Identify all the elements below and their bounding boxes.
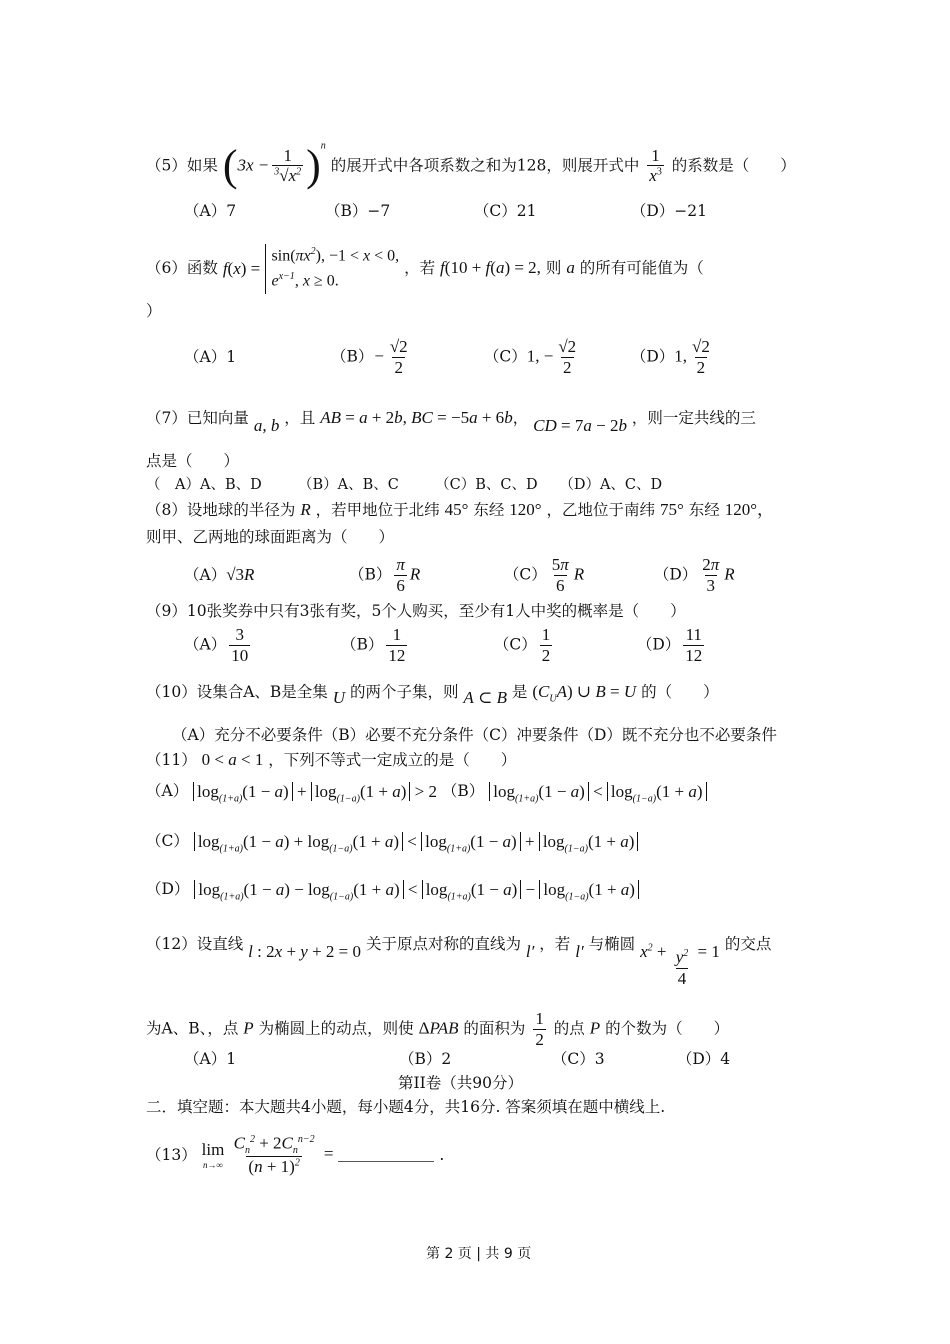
q8-text-a: （8）设地球的半径为	[146, 501, 296, 519]
q6-condition: f(10 + f(a) = 2,	[440, 258, 541, 278]
q11-text-end: ，下列不等式一定成立的是（ ）	[268, 751, 517, 769]
q10-text-mid2: 是	[511, 683, 528, 701]
q7-vectors: a, b	[253, 416, 280, 435]
q9-option-a-label: （A）	[184, 635, 227, 654]
q12-ellipse-eq: $x^2$ + $\frac{y^2}{4}$ = 1	[640, 942, 720, 988]
q5-text-mid: 的展开式中各项系数之和为128，则展开式中	[330, 156, 640, 175]
q12-text-end: 的交点	[724, 935, 772, 953]
q8-option-a-label: （A）	[184, 566, 227, 585]
q11-option-b: $\log_{(1+a)}(1 - a) < \log_{(1-a)}(1 + a)$	[489, 782, 706, 801]
q6-option-c: （C）1, − $\frac{√2}{2}$	[483, 337, 577, 377]
q8-option-d: （D） $\frac{2\pi}{3}$ R	[653, 555, 735, 595]
q11-option-ab	[146, 782, 707, 805]
q10-subset: A ⊂ B	[463, 688, 507, 707]
q12-text-mid: 关于原点对称的直线为	[365, 935, 521, 953]
q6-prefix: （6）函数	[146, 259, 218, 278]
q8-long-a: 120°	[509, 500, 542, 519]
q6-text-mid: ，若	[404, 259, 436, 278]
q12-stem	[146, 934, 772, 988]
q8-lat-north: 45°	[444, 500, 469, 519]
q8-stem-line2: 则甲、乙两地的球面距离为（ ）	[146, 528, 395, 546]
q11-option-b-label: （B）	[441, 782, 485, 800]
q11-option-a-label: （A）	[146, 782, 189, 800]
q5-binomial: (3x − $\frac{1}{^3√x^2}$ )$^n$	[222, 140, 326, 190]
q9-option-d: （D） $\frac{11}{12}$	[636, 625, 703, 665]
q12-options	[184, 1050, 730, 1069]
q11-option-d-label: （D）	[146, 880, 190, 898]
page-footer: 第 2 页 | 共 9 页	[426, 1246, 532, 1262]
q9-option-d-label: （D）	[636, 635, 681, 654]
q6-text-end: 则	[545, 259, 562, 278]
q12-triangle: ΔPAB	[418, 1018, 459, 1038]
section-title: 第II卷（共90分）	[398, 1074, 523, 1092]
q13-prefix: （13）	[146, 1146, 197, 1164]
q8-text-b: ，若甲地位于北纬	[315, 501, 440, 519]
q10-stem	[146, 682, 719, 705]
q10-options: （A）充分不必要条件（B）必要不充分条件（C）冲要条件（D）既不充分也不必要条件	[172, 726, 777, 744]
q10-universal-set: U	[332, 688, 346, 707]
q6-option-b: （B）− $\frac{√2}{2}$	[330, 337, 408, 377]
q8-lat-south: 75°	[660, 500, 684, 519]
q11-prefix: （11）	[146, 751, 197, 769]
q13-answer-blank[interactable]	[338, 1149, 434, 1162]
q11-option-d: $\log_{(1+a)}(1 - a) - \log_{(1-a)}(1 + a) < \log_{(1+a)}(1 - a) - \log_{(1-a)}(1 + a)$	[194, 880, 639, 899]
q9-stem: （9）10张奖券中只有3张有奖，5个人购买，至少有1人中奖的概率是（ ）	[146, 602, 686, 620]
q12-half: $\frac{1}{2}$	[535, 1009, 544, 1049]
q8-option-b: （B） $\frac{\pi}{6}$ R	[348, 555, 421, 595]
q12-text-mid2: ，若	[539, 935, 571, 953]
q5-text-end: 的系数是（ ）	[671, 156, 796, 175]
q12-option-a: （A）1	[184, 1050, 237, 1068]
q7-text-mid: ，且	[284, 409, 316, 427]
q11-stem	[146, 750, 516, 770]
q6-option-c-label: （C）	[483, 347, 527, 366]
q9-option-c-label: （C）	[493, 635, 537, 654]
q9-option-c: （C） $\frac{1}{2}$	[493, 625, 551, 665]
q12-line2-a: 为A、B、，点	[146, 1019, 239, 1038]
q5-prefix: （5）如果	[146, 156, 218, 175]
q13-stem	[146, 1134, 444, 1177]
section-intro: 二．填空题：本大题共4小题，每小题4分，共16分. 答案须填在题中横线上.	[146, 1098, 666, 1116]
q10-condition: $(C_UA)$ ∪ B = U	[532, 682, 637, 705]
q7-stem: （7）已知向量 a, b ，且 AB = a + 2b, BC = −5a + 6b， CD = 7a − 2b ，则一定共线的三	[146, 408, 756, 435]
q12-line2-e: 的个数为（ ）	[605, 1019, 730, 1038]
q8-text-c: 东经	[473, 501, 505, 519]
q12-option-c: （C）3	[551, 1050, 605, 1068]
q12-option-d: （D）4	[676, 1050, 731, 1068]
q12-option-b: （B）2	[398, 1050, 452, 1068]
q8-option-a: （A）√3R	[184, 565, 255, 585]
q12-prefix: （12）设直线	[146, 935, 244, 953]
q11-option-a: $\log_{(1+a)}(1 - a) + \log_{(1-a)}(1 + a) > 2$	[193, 782, 437, 801]
q8-stem-line1	[146, 500, 774, 520]
q12-line-eq: l : 2x + y + 2 = 0	[248, 942, 362, 961]
q6-text-end2: 的所有可能值为（	[579, 259, 704, 278]
q5-option-d: （D）−21	[630, 202, 707, 220]
q7-text-end: ，则一定共线的三	[631, 409, 756, 427]
q13-end: .	[439, 1146, 445, 1164]
q10-text-end: 的（ ）	[641, 683, 719, 701]
q6-option-d-label: （D）	[630, 347, 675, 366]
q12-line-l-prime: l′	[525, 942, 535, 961]
q8-radius: R	[300, 500, 311, 519]
q5-option-c: （C）21	[473, 202, 537, 220]
q11-option-c-label: （C）	[146, 832, 189, 850]
q9-option-b-label: （B）	[340, 635, 384, 654]
q6-option-d: （D）1, $\frac{√2}{2}$	[630, 337, 710, 377]
q12-line2-d: 的点	[553, 1019, 585, 1038]
q12-line-l-prime-2: l′	[575, 942, 584, 961]
q7-continuation: 点是（ ）	[146, 452, 240, 470]
q5-option-b: （B）−7	[324, 202, 391, 220]
q9-option-b: （B） $\frac{1}{12}$	[340, 625, 406, 665]
q11-option-c-row	[146, 832, 638, 855]
q7-ab-bc: AB = a + 2b, BC = −5a + 6b	[320, 408, 513, 427]
q6-var-a: a	[566, 258, 575, 278]
q8-text-d: ，乙地位于南纬	[546, 501, 656, 519]
q8-long-b: 120°，	[724, 500, 775, 519]
q6-option-a: （A）1	[184, 348, 237, 367]
q8-options	[184, 556, 735, 595]
q5-option-a: （A）7	[184, 202, 237, 220]
q5-fraction: $\frac{1}{x^3}$	[649, 145, 662, 186]
q10-prefix: （10）设集合A、B是全集	[146, 683, 328, 701]
q11-option-c: $\log_{(1+a)}(1 - a) + \log_{(1-a)}(1 + a) < \log_{(1+a)}(1 - a) + \log_{(1-a)}(1 + a)$	[194, 832, 639, 851]
q10-text-mid: 的两个子集，则	[349, 683, 459, 701]
q6-option-b-label: （B）	[330, 347, 374, 366]
q9-options	[184, 626, 707, 665]
q7-cd: CD = 7a − 2b	[533, 416, 627, 435]
q5-options	[184, 202, 707, 221]
q12-text-mid3: 与椭圆	[588, 935, 636, 953]
q12-line2-b: 为椭圆上的动点，则使	[258, 1019, 414, 1038]
q7-options: （ A）A、B、D （B）A、B、C （C）B、C、D （D）A、C、D	[146, 477, 663, 493]
q11-range: 0 < a < 1	[201, 750, 264, 769]
q6-function-def: $f(x) = \sin(\pi x^2)$, −1 < x < 0, $e^{x-1}$, x ≥ 0.	[223, 244, 399, 294]
q6-stem	[146, 244, 704, 294]
q6-options	[184, 338, 715, 377]
q11-option-d-row	[146, 880, 639, 903]
q12-line2-c: 的面积为	[463, 1019, 526, 1038]
q8-option-b-label: （B）	[348, 565, 392, 584]
q5-stem	[146, 140, 796, 193]
q6-continuation: ）	[146, 302, 162, 320]
q13-limit: lim n→∞ $\frac{C_n^2 + 2C_n^{n-2}}{(n + 1)^2}$ =	[201, 1133, 334, 1177]
q8-option-c: （C） $\frac{5\pi}{6}$ R	[503, 555, 585, 595]
q8-text-e: 东经	[688, 501, 720, 519]
q9-option-a: （A） $\frac{3}{10}$	[184, 625, 249, 665]
q12-point-p: P	[243, 1018, 254, 1038]
q12-point-p2: P	[589, 1018, 601, 1038]
q8-option-d-label: （D）	[653, 565, 698, 584]
q12-stem-line2	[146, 1010, 729, 1049]
q8-option-c-label: （C）	[503, 565, 547, 584]
q7-prefix: （7）已知向量	[146, 409, 249, 427]
